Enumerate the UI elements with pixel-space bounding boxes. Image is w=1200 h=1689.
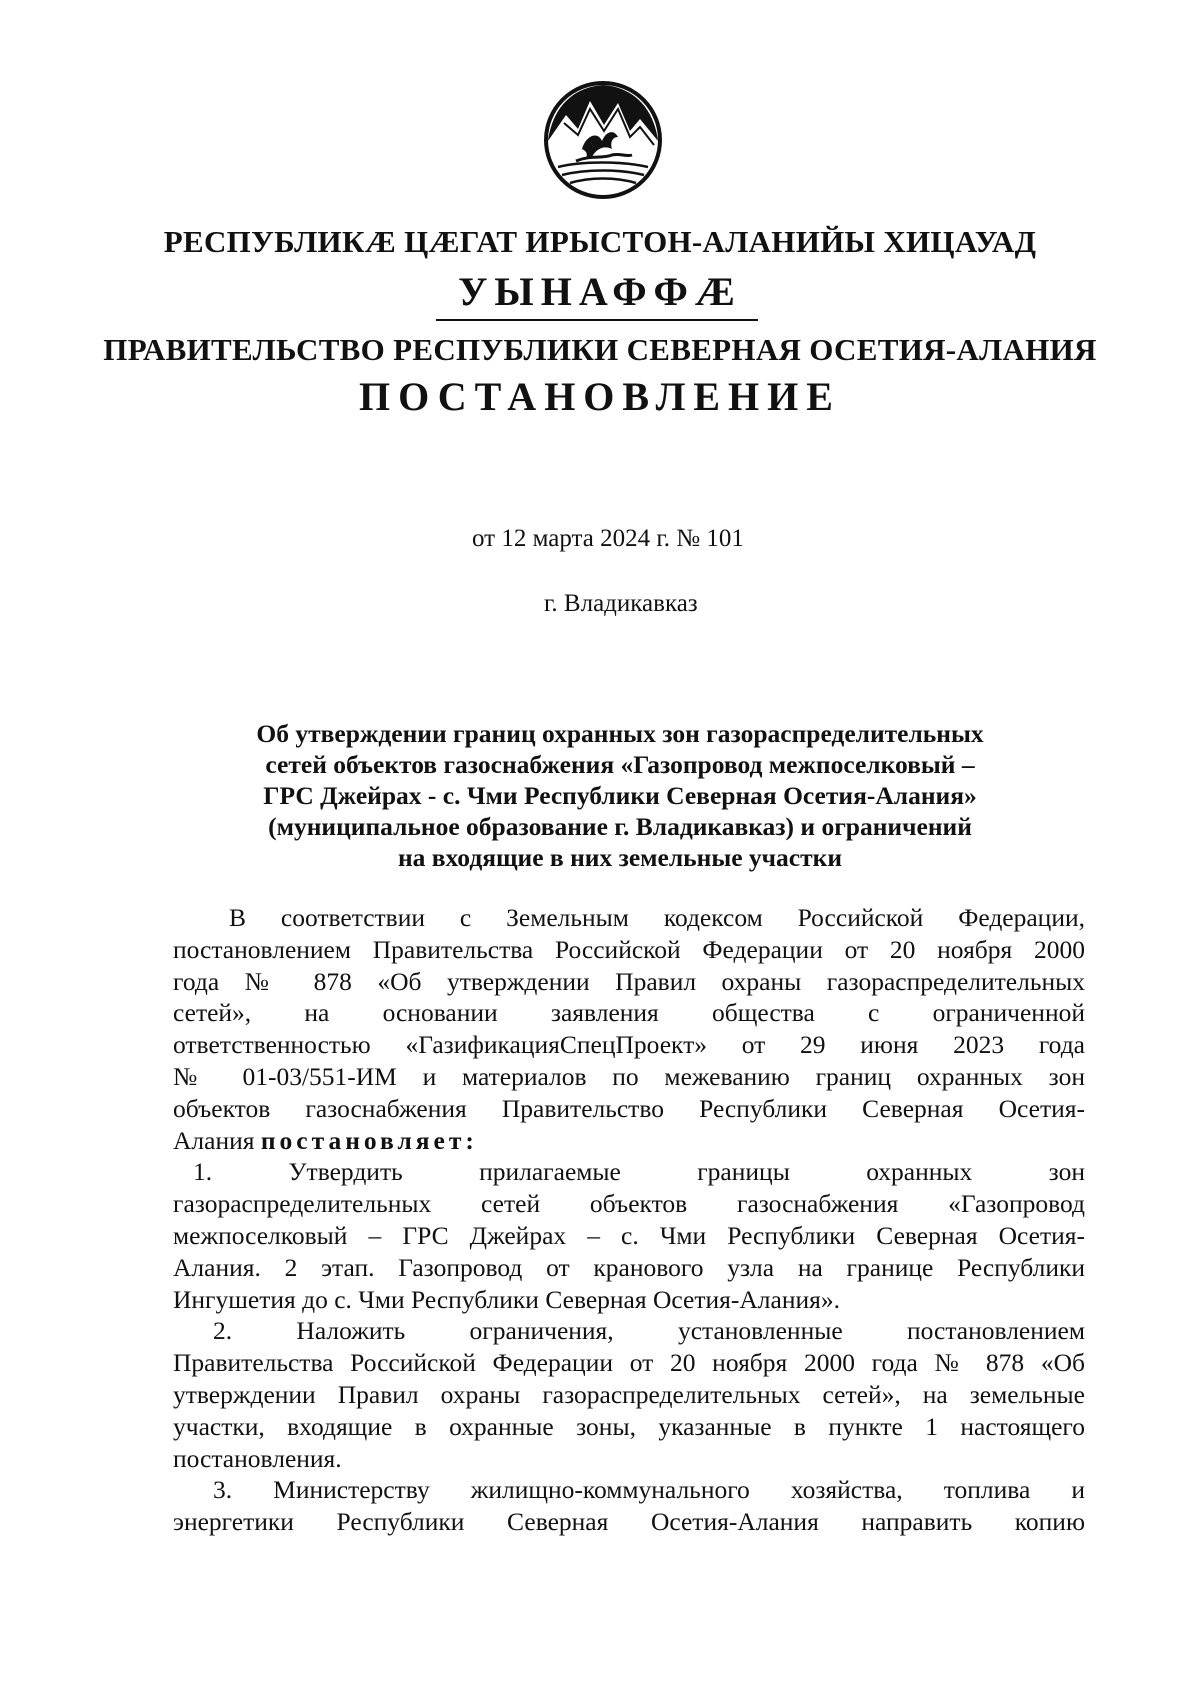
body-line [173, 1125, 1085, 1157]
body-line: объектов газоснабжения Правительство Республики Северная Осетия- [173, 1093, 1085, 1123]
item-1-line: Ингушетия до с. Чми Республики Северная Осетия-Алания». [173, 1284, 840, 1314]
russian-government-title: ПРАВИТЕЛЬСТВО РЕСПУБЛИКИ СЕВЕРНАЯ ОСЕТИЯ-АЛАНИЯ [103, 332, 1097, 367]
body-line: сетей», на основании заявления общества с ограниченной [173, 998, 1085, 1028]
item-3-line: энергетики Республики Северная Осетия-Алания направить копию [173, 1507, 1085, 1537]
item-2-line: 2. Наложить ограничения, установленные постановлением [213, 1316, 1085, 1346]
document-body [173, 902, 1085, 1538]
body-line: постановлением Правительства Российской Федерации от 20 ноября 2000 [173, 934, 1085, 964]
document-city: г. Владикавказ [544, 590, 698, 617]
item-2-line: Правительства Российской Федерации от 20 ноября 2000 года № 878 «Об [173, 1348, 1085, 1378]
russian-document-type: ПОСТАНОВЛЕНИЕ [359, 374, 841, 419]
subject-line: ГРС Джейрах - с. Чми Республики Северная Осетия-Алания» [263, 781, 977, 810]
item-3-line: 3. Министерству жилищно-коммунального хозяйства, топлива и [213, 1475, 1085, 1505]
subject-line: Об утверждении границ охранных зон газораспределительных [256, 719, 984, 748]
body-line: В соответствии с Земельным кодексом Российской Федерации, [229, 903, 1085, 932]
item-1-line: Алания. 2 этап. Газопровод от кранового узла на границе Республики [173, 1252, 1085, 1282]
item-1-line: межпоселковый – ГРС Джейрах – с. Чми Республики Северная Осетия- [173, 1220, 1085, 1250]
item-2-line: постановления. [173, 1443, 342, 1473]
subject-line: сетей объектов газоснабжения «Газопровод межпоселковый – [265, 750, 975, 779]
item-2-line: утверждении Правил охраны газораспределительных сетей», на земельные [173, 1379, 1085, 1409]
body-line: ответственностью «ГазификацияСпецПроект» от 29 июня 2023 года [173, 1030, 1085, 1060]
document-subject [200, 718, 1040, 873]
preamble-last-word: Алания [173, 1125, 255, 1155]
resolution-verb: постановляет: [260, 1125, 478, 1155]
coat-of-arms-emblem-icon [542, 79, 664, 201]
document-date-number: от 12 марта 2024 г. № 101 [472, 525, 744, 552]
ossetian-document-type: УЫНАФФÆ [458, 269, 742, 314]
header-divider [436, 319, 758, 321]
item-1-line: 1. Утвердить прилагаемые границы охранных зон [193, 1157, 1085, 1187]
body-line: № 01-03/551-ИМ и материалов по межеванию границ охранных зон [173, 1061, 1085, 1091]
body-line: года № 878 «Об утверждении Правил охраны газораспределительных [173, 966, 1085, 996]
ossetian-government-title: РЕСПУБЛИКÆ ЦÆГАТ ИРЫСТОН-АЛАНИЙЫ ХИЦАУАД [163, 224, 1037, 259]
subject-line: (муниципальное образование г. Владикавказ) и ограничений [268, 812, 972, 841]
item-1-line: газораспределительных сетей объектов газоснабжения «Газопровод [173, 1189, 1085, 1219]
subject-line: на входящие в них земельные участки [397, 843, 843, 872]
item-2-line: участки, входящие в охранные зоны, указанные в пункте 1 настоящего [173, 1411, 1085, 1441]
